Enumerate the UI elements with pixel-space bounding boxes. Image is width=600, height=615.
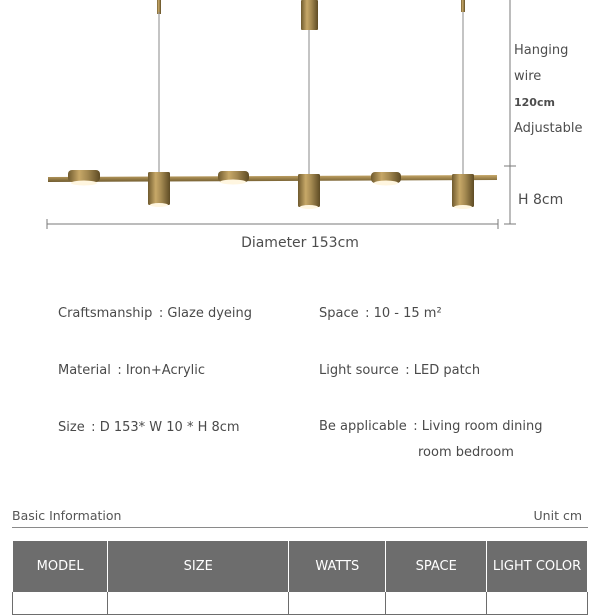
wire-anchor-right: [461, 0, 465, 12]
hanging-wire-value: 120cm: [514, 96, 555, 109]
chandelier-illustration: [0, 0, 600, 240]
diameter-label: Diameter 153cm: [241, 235, 359, 251]
cylinder-lamp: [298, 174, 320, 209]
ceiling-canopy: [301, 0, 318, 30]
chandelier-bar: [48, 175, 497, 182]
disc-lamp: [68, 170, 100, 186]
spec-craftsmanship: Craftsmanship : Glaze dyeing: [58, 306, 253, 321]
adjustable-label: Adjustable: [514, 121, 583, 136]
spec-applicable: [319, 414, 543, 466]
column-header-watts: WATTS: [289, 541, 386, 592]
column-header-model: MODEL: [13, 541, 108, 592]
basic-info-table: [12, 540, 588, 615]
applicable-line2: room bedroom: [418, 445, 514, 460]
cylinder-lamp: [452, 174, 474, 209]
applicable-line1: Living room dining: [421, 419, 543, 434]
column-header-space: SPACE: [386, 541, 487, 592]
cylinder-lamp: [148, 172, 170, 207]
column-header-size: SIZE: [108, 541, 289, 592]
column-header-light-color: LIGHT COLOR: [487, 541, 588, 592]
table-row: [13, 592, 588, 615]
height-label: H 8cm: [518, 192, 564, 208]
basic-info-title: Basic Information: [12, 508, 122, 523]
basic-info-divider: [12, 527, 588, 528]
spec-material: Material : Iron+Acrylic: [58, 363, 206, 378]
disc-lamp: [218, 171, 249, 185]
hanging-wire-label: Hanging wire 120cm Adjustable: [514, 38, 582, 142]
disc-lamp: [371, 172, 401, 186]
wire-anchor-left: [157, 0, 161, 14]
applicable-label: Be applicable :: [319, 419, 418, 434]
spec-space: Space : 10 - 15 m²: [319, 306, 442, 321]
spec-light-source: Light source : LED patch: [319, 363, 481, 378]
table-header-row: [13, 541, 588, 592]
spec-size: Size : D 153* W 10 * H 8cm: [58, 420, 240, 435]
unit-label: Unit cm: [533, 508, 582, 523]
